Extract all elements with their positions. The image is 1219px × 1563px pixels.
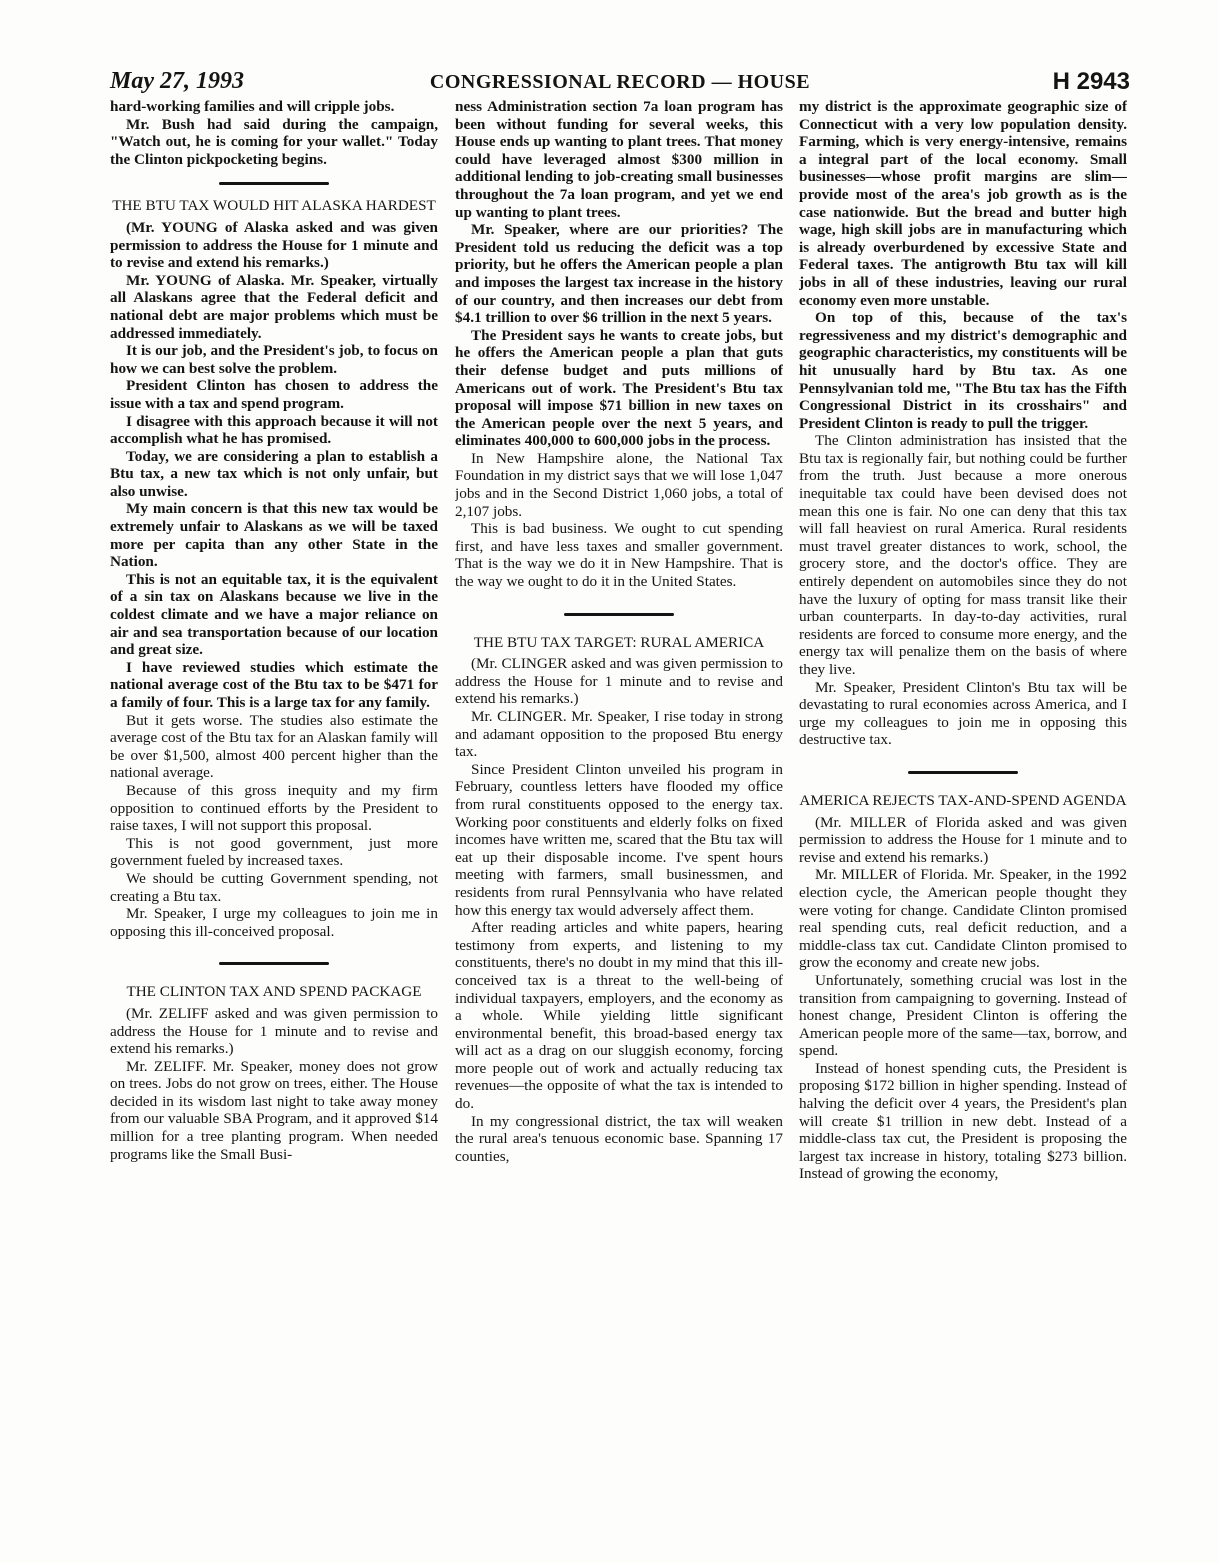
paragraph: Today, we are considering a plan to establish a Btu tax, a new tax which is not only unfair, but also unwise. [110,447,438,500]
section-heading: THE BTU TAX TARGET: RURAL AMERICA [473,633,765,651]
section-divider [219,962,329,965]
paragraph: It is our job, and the President's job, to focus on how we can best solve the problem. [110,342,438,377]
paragraph: We should be cutting Government spending, not creating a Btu tax. [110,869,438,905]
paragraph: I disagree with this approach because it will not accomplish what he has promised. [110,412,438,448]
paragraph: Because of this gross inequity and my firm opposition to continued efforts by the President to raise taxes, I will not support this proposal. [110,781,438,835]
paragraph: Mr. Speaker, President Clinton's Btu tax will be devastating to rural economies across America, and I urge my colleagues to join me in opposing this destructive tax. [799,678,1127,749]
section-heading: THE CLINTON TAX AND SPEND PACKAGE [126,983,422,1001]
paragraph: This is not good government, just more government fueled by increased taxes. [110,834,438,870]
page-number: H 2943 [1052,68,1130,95]
paragraph: Since President Clinton unveiled his program in February, countless letters have flooded my office from rural constituents opposed to the energy tax. Working poor constituents and elderly folks on fixed incomes have written me, scared that the Btu tax will eat up their disposable income. I've spent hours meeting with farmers, small businessmen, and residents from rural Pennsylvania who have related how this energy tax would adversely affect them. [455,760,783,919]
paragraph: Mr. Bush had said during the campaign, "Watch out, he is coming for your wallet." Today the Clinton pickpocketing begins. [110,115,438,168]
column-2 [455,98,783,1538]
issue-date: May 27, 1993 [110,68,244,94]
paragraph: This is not an equitable tax, it is the equivalent of a sin tax on Alaskans because we live in the coldest climate and we have a major reliance on air and sea transportation because of our location and great size. [110,570,438,659]
paragraph: After reading articles and white papers, hearing testimony from experts, and listening to my constituents, there's no doubt in my mind that this ill-conceived tax is a threat to the well-being of individual taxpayers, employers, and the economy as a whole. While yielding little significant environmental benefit, this broad-based energy tax will act as a drag on our sluggish economy, forcing more people out of work and actually reducing tax revenues—the opposite of what the tax is intended to do. [455,919,783,1113]
section-heading: AMERICA REJECTS TAX-AND-SPEND AGENDA [799,791,1127,809]
paragraph: (Mr. MILLER of Florida asked and was given permission to address the House for 1 minute and to revise and extend his remarks.) [799,813,1127,866]
section-divider [219,182,329,185]
page-header [110,68,1130,98]
paragraph: Mr. Speaker, where are our priorities? The President told us reducing the deficit was a top priority, but he offers the American people a plan and imposes the largest tax increase in the history of our country, and then increases our debt from $4.1 trillion to over $6 trillion in the next 5 years. [455,221,783,327]
paragraph: hard-working families and will cripple jobs. [110,98,395,115]
column-3 [799,98,1127,1538]
paragraph: Mr. CLINGER. Mr. Speaker, I rise today in strong and adamant opposition to the proposed Btu energy tax. [455,708,783,761]
paragraph: But it gets worse. The studies also estimate the average cost of the Btu tax for an Alaskan family will be over $1,500, almost 400 percent higher than the national average. [110,711,438,782]
column-1 [110,98,438,1538]
paragraph: Mr. MILLER of Florida. Mr. Speaker, in the 1992 election cycle, the American people thought they were voting for change. Candidate Clinton promised real spending cuts, real deficit reduction, and a middle-class tax cut. Candidate Clinton promised to grow the economy and create new jobs. [799,866,1127,972]
paragraph: In New Hampshire alone, the National Tax Foundation in my district says that we will lose 1,047 jobs and in the Second District 1,060 jobs, a total of 2,107 jobs. [455,449,783,520]
paragraph: The President says he wants to create jobs, but he offers the American people a plan that guts their defense budget and puts millions of Americans out of work. The President's Btu tax proposal will impose $71 billion in new taxes on the American people over the next 5 years, and eliminates 400,000 to 600,000 jobs in the process. [455,326,783,450]
publication-title: CONGRESSIONAL RECORD — HOUSE [429,71,811,93]
paragraph: President Clinton has chosen to address the issue with a tax and spend program. [110,377,438,412]
paragraph: Instead of honest spending cuts, the President is proposing $172 billion in higher spending. Instead of halving the deficit over 4 years, the President's plan will create $1 trillion in new debt. Instead of a middle-class tax cut, the President is proposing the largest tax increase in history, totaling $273 billion. Instead of growing the economy, [799,1059,1127,1183]
paragraph: Mr. Speaker, I urge my colleagues to join me in opposing this ill-conceived proposal. [110,905,438,940]
paragraph: In my congressional district, the tax will weaken the rural area's tenuous economic base. Spanning 17 counties, [455,1112,783,1165]
paragraph: (Mr. CLINGER asked and was given permission to address the House for 1 minute and to revise and extend his remarks.) [455,655,783,708]
paragraph: On top of this, because of the tax's regressiveness and my district's demographic and geographic characteristics, my constituents will be hit unusually hard by Btu tax. As one Pennsylvanian told me, "The Btu tax has the Fifth Congressional District in its crosshairs" and President Clinton is ready to pull the trigger. [799,309,1127,432]
paragraph: my district is the approximate geographic size of Connecticut with a very low population density. Farming, which is very energy-intensive, remains a integral part of the local economy. Small businesses—whose profit margins are slim—provide most of the area's job growth as is the case nationwide. But the bread and butter high wage, high skill jobs are in manufacturing which is already overburdened by excessive State and Federal taxes. The antigrowth Btu tax will kill jobs in all of these industries, leaving our rural economy even more unstable. [799,98,1127,309]
paragraph: My main concern is that this new tax would be extremely unfair to Alaskans as we will be taxed more per capita than any other State in the Nation. [110,500,438,571]
section-divider [908,771,1018,774]
section-heading: THE BTU TAX WOULD HIT ALASKA HARDEST [112,197,436,215]
paragraph: Mr. ZELIFF. Mr. Speaker, money does not grow on trees. Jobs do not grow on trees, either. The House decided in its wisdom last night to take away money from our valuable SBA Program, and it approved $14 million for a tree planting program. When needed programs like the Small Busi- [110,1057,438,1163]
paragraph: This is bad business. We ought to cut spending first, and have less taxes and smaller government. That is the way we do it in New Hampshire. That is the way we ought to do it in the United States. [455,520,783,591]
paragraph: Mr. YOUNG of Alaska. Mr. Speaker, virtually all Alaskans agree that the Federal deficit and national debt are major problems which must be addressed immediately. [110,271,438,342]
paragraph: The Clinton administration has insisted that the Btu tax is regionally fair, but nothing could be further from the truth. Just because a more onerous inequitable tax could have been devised does not mean this one is fair. No one can deny that this tax will fall heaviest on rural America. Rural residents must travel greater distances to work, school, the grocery store, and the doctor's office. They are entirely dependent on automobiles since they do not have the luxury of opting for mass transit like their urban counterparts. In day-to-day activities, rural residents are forced to consume more energy, and the energy tax will penalize them on the basis of where they live. [799,432,1127,678]
section-divider [564,613,674,616]
paragraph: (Mr. ZELIFF asked and was given permission to address the House for 1 minute and to revise and extend his remarks.) [110,1004,438,1058]
paragraph: (Mr. YOUNG of Alaska asked and was given permission to address the House for 1 minute and to revise and extend his remarks.) [110,218,438,272]
paragraph: ness Administration section 7a loan program has been without funding for several weeks, this House ends up wanting to plant trees. That money could have leveraged almost $300 million in additional lending to job-creating small businesses throughout the 7a loan program, and yet we end up wanting to plant trees. [455,98,783,221]
paragraph: I have reviewed studies which estimate the national average cost of the Btu tax to be $471 for a family of four. This is a large tax for any family. [110,658,438,711]
paragraph: Unfortunately, something crucial was lost in the transition from campaigning to governing. Instead of honest change, President Clinton is offering the American people more of the same—tax, borrow, and spend. [799,971,1127,1060]
